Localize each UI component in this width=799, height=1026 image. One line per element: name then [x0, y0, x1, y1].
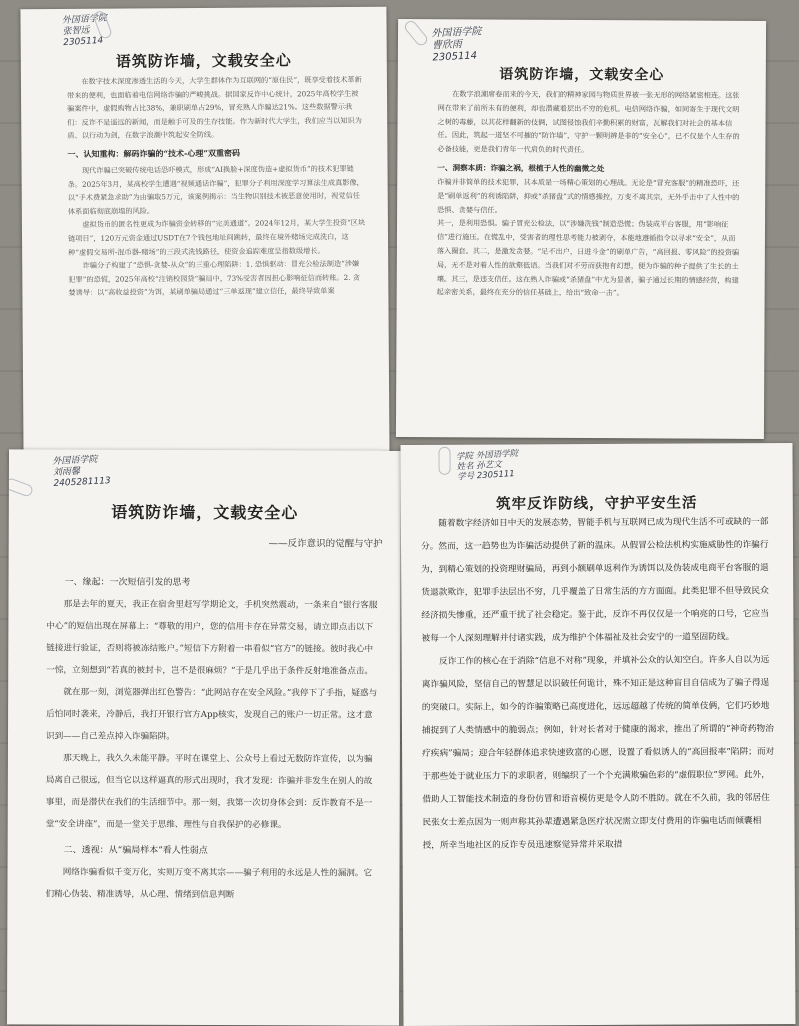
paper-clip-icon	[402, 19, 429, 48]
section-heading: 二、透视：从“骗局样本”看人性弱点	[63, 845, 208, 857]
paragraph: 反诈工作的核心在于消除“信息不对称”现象，并填补公众的认知空白。许多人自以为远离诈骗风险，坚信自己的智慧足以识破任何诡计，殊不知正是这种盲目自信成为了骗子得逞的突破口。实际上，如今的诈骗策略已高度进化，远远超越了传统的简单伎俩，它们巧妙地捕捉到了人类情感中的脆弱点；例如，针对长者对于健康的渴求，推出了所谓的“神奇药物治疗疾病”骗局；迎合年轻群体追求快速致富的心愿，设置了看似诱人的“高回报率”陷阱；而对于那些处于就业压力下的求职者，则编织了一个个充满欺骗色彩的“虚假职位”罗网。此外，借助人工智能技术制造的身份仿冒和语音模仿更是令人防不胜防。就在不久前，我的邻居住民张女士差点因为一则声称其孙辈遭遇紧急医疗状况需立即支付费用的诈骗电话而倾囊相授，所幸当地社区的反诈专员迅速察觉异常并采取措	[421, 655, 775, 851]
handwritten-name: 姓名 孙艺文	[456, 459, 503, 473]
handwritten-id: 学号 2305111	[456, 469, 515, 483]
handwritten-college: 学院 外国语学院	[455, 448, 519, 463]
handwritten-college: 外国语学院	[52, 454, 98, 467]
handwritten-id: 2305114	[62, 35, 104, 49]
essay-sheet-2	[396, 19, 766, 439]
essay-body	[421, 511, 779, 858]
paper-clip-icon	[438, 447, 450, 475]
essay-sheet-3	[7, 449, 401, 1025]
paragraph: 现代诈骗已突破传统电话恐吓模式，形成“AI换脸+深度伪造+虚拟货币”的技术犯罪链条。2025年3月，某高校学生遭遇“视频通话诈骗”，犯罪分子利用深度学习算法生成真影像，以“手术费紧急求助”为由骗取5万元，该案例揭示：当生物识别技术被恶意使用时，视觉信任体系面临彻底崩塌的风险。	[67, 163, 364, 216]
paragraph: 诈骗分子构建了“恐惧-贪婪-从众”的三重心理陷阱：1. 恐惧驱动：冒充公检法制造“涉嫌犯罪”的恐慌，2025年高校“注销校园贷”骗局中，73%受害者因担心影响征信而转账。2. 贪婪诱导：以“高收益投资”为饵，某刷单骗局通过“三单返现”建立信任，最终导致单案	[68, 259, 360, 298]
essay-title: 语筑防诈墙，文载安全心	[499, 66, 665, 84]
paragraph: 那天晚上，我久久未能平静。平时在课堂上、公众号上看过无数防诈宣传，以为骗局离自己很远，但当它以这样逼真的形式出现时，我才发现：诈骗并非发生在别人的故事里，而是潜伏在我们的生活细节中。那一刻，我第一次切身体会到：反诈教育不是一堂“安全讲座”，而是一堂关于思维、理性与自我保护的必修课。	[45, 753, 373, 831]
essay-sheet-4	[400, 443, 795, 1026]
section-heading: 一、洞察本质：诈骗之祸，根植于人性的幽微之处	[437, 163, 605, 174]
handwritten-name-note	[52, 454, 111, 490]
paragraph: 其一，是利用恐惧。骗子冒充公检法，以“涉嫌洗钱”制造恐慌；伪装成平台客服，用“影响征信”进行施压。在慌乱中，受害者的理性思考能力被剥夺，本能地遵循指令以寻求“安全”，从而落入圈套。其二，是激发贪婪。“足不出户，日进斗金”的刷单广告，“高回报、零风险”的投资骗局，无不是对着人性的欲壑低语。当我们对不劳而获抱有幻想，便为诈骗的种子提供了生长的土壤。其三，是违支信任。这在熟人诈骗或“杀猪盘”中尤为显著，骗子通过长期的情感经营，构建起亲密关系，最终在充分的信任基础上，给出“致命一击”。	[436, 218, 740, 298]
paper-clip-icon	[7, 477, 34, 498]
handwritten-name: 刘雨馨	[52, 466, 81, 478]
essay-sheet-1	[20, 7, 389, 462]
paragraph: 在数字浪潮席卷而来的今天，我们的精神家园与物质世界被一张无形的网络紧密相连。这张网在带来了前所未有的便利，却也潜藏着层出不穷的危机。电信网络诈骗，如同寄生于现代文明之树的毒藤，以其花样翻新的伎俩，试图侵蚀我们辛勤积累的财富，瓦解我们对社会的基本信任。因此，筑起一道坚不可摧的“防诈墙”，守护一颗明辨是非的“安全心”，已不仅是个人生存的必备技能，更是我们青年一代肩负的时代责任。	[437, 89, 740, 155]
essay-body	[67, 73, 367, 300]
essay-title: 语筑防诈墙，文载安全心	[111, 502, 299, 523]
handwritten-id: 2405281113	[53, 476, 111, 489]
paragraph: 随着数字经济如日中天的发展态势，智能手机与互联网已成为现代生活不可或缺的一部分。然而，这一趋势也为诈骗活动提供了新的温床。从假冒公检法机构实施威胁性的诈骗行为，到精心策划的投资理财骗局，再到小额刷单返利作为诱饵以及伪装成电商平台客服的退货退款欺诈，犯罪手法层出不穷，几乎覆盖了日常生活的方方面面。此类犯罪不但导致民众经济损失惨重，还严重干扰了社会稳定。鉴于此，反诈不再仅仅是一个响亮的口号，它应当被每一个人深刻理解并付诸实践，成为维护个体福祉及社会安宁的一道坚固防线。	[420, 517, 769, 644]
paragraph: 虚拟货币的匿名性更成为诈骗资金转移的“完美通道”。2024年12月，某大学生投资“区块链项目”，120万元资金通过USDT在7个钱包地址间跳转，最终在境外赌场完成洗白，这种“虚假交易所-混币器-赌场”的三段式洗钱路径，使资金追踪难度呈指数级增长。	[67, 218, 366, 257]
paragraph: 在数字技术深度渗透生活的今天，大学生群体作为互联网的“原住民”，既享受着技术革新带来的便利，也面临着电信网络诈骗的严峻挑战。据国家反诈中心统计，2025年高校学生被骗案件中，虚假购物占比38%，兼职刷单占29%，冒充熟人诈骗达21%。这些数据警示我们：反诈不是遥远的新闻，而是触手可及的生存技能。作为新时代大学生，我们应当以知识为盾、以行动为剑，在数字浪潮中筑起安全防线。	[66, 74, 362, 141]
handwritten-college: 外国语学院	[61, 13, 108, 27]
handwritten-id: 2305114	[432, 50, 478, 64]
handwritten-name: 曹欣雨	[431, 39, 463, 52]
essay-title: 筑牢反诈防线，守护平安生活	[495, 494, 698, 513]
section-heading: 一、认知重构：解码诈骗的“技术-心理”双重密码	[67, 147, 240, 159]
paragraph: 网络诈骗看似千变万化，实则万变不离其宗——骗子利用的永远是人性的漏洞。它们精心伪装、精准诱导，从心理、情绪到信息判断	[45, 867, 373, 901]
essay-body	[437, 87, 742, 301]
handwritten-name: 张智远	[62, 25, 90, 38]
paragraph: 诈骗并非简单的技术犯罪，其本质是一场精心策划的心理战。无论是“冒充客服”的精准恐吓，还是“刷单返利”的利诱陷阱，抑或“杀猪盘”式的情感操控，万变不离其宗，无外乎击中了人性中的恐惧、贪婪与信任。	[437, 177, 740, 215]
handwritten-name-note	[456, 449, 520, 483]
section-heading: 一、缘起：一次短信引发的思考	[64, 577, 191, 588]
essay-title: 语筑防诈墙，文载安全心	[115, 51, 292, 71]
essay-body	[45, 567, 380, 906]
paragraph: 那是去年的夏天，我正在宿舍里赶写学期论文，手机突然震动，一条来自“银行客服中心”的短信出现在屏幕上：“尊敬的用户，您的信用卡存在异常交易，请立即点击以下链接进行验证，否则将被冻结账户。”短信下方附着一串看似“官方”的链接。彼时我心中一惊，立刻想到“若真的被封卡，岂不是很麻烦？”于是几乎出于条件反射地准备点击。	[46, 599, 378, 677]
handwritten-name-note	[431, 26, 483, 64]
handwritten-college: 外国语学院	[431, 26, 482, 40]
essay-subtitle: ——反诈意识的觉醒与守护	[268, 538, 383, 550]
paragraph: 就在那一刻，浏览器弹出红色警告：“此网站存在安全风险。”我停下了手指，疑惑与后怕同时袭来，冷静后，我打开银行官方App核实，发现自己的账户一切正常。这才意识到——自己差点掉入诈骗陷阱。	[45, 687, 378, 742]
